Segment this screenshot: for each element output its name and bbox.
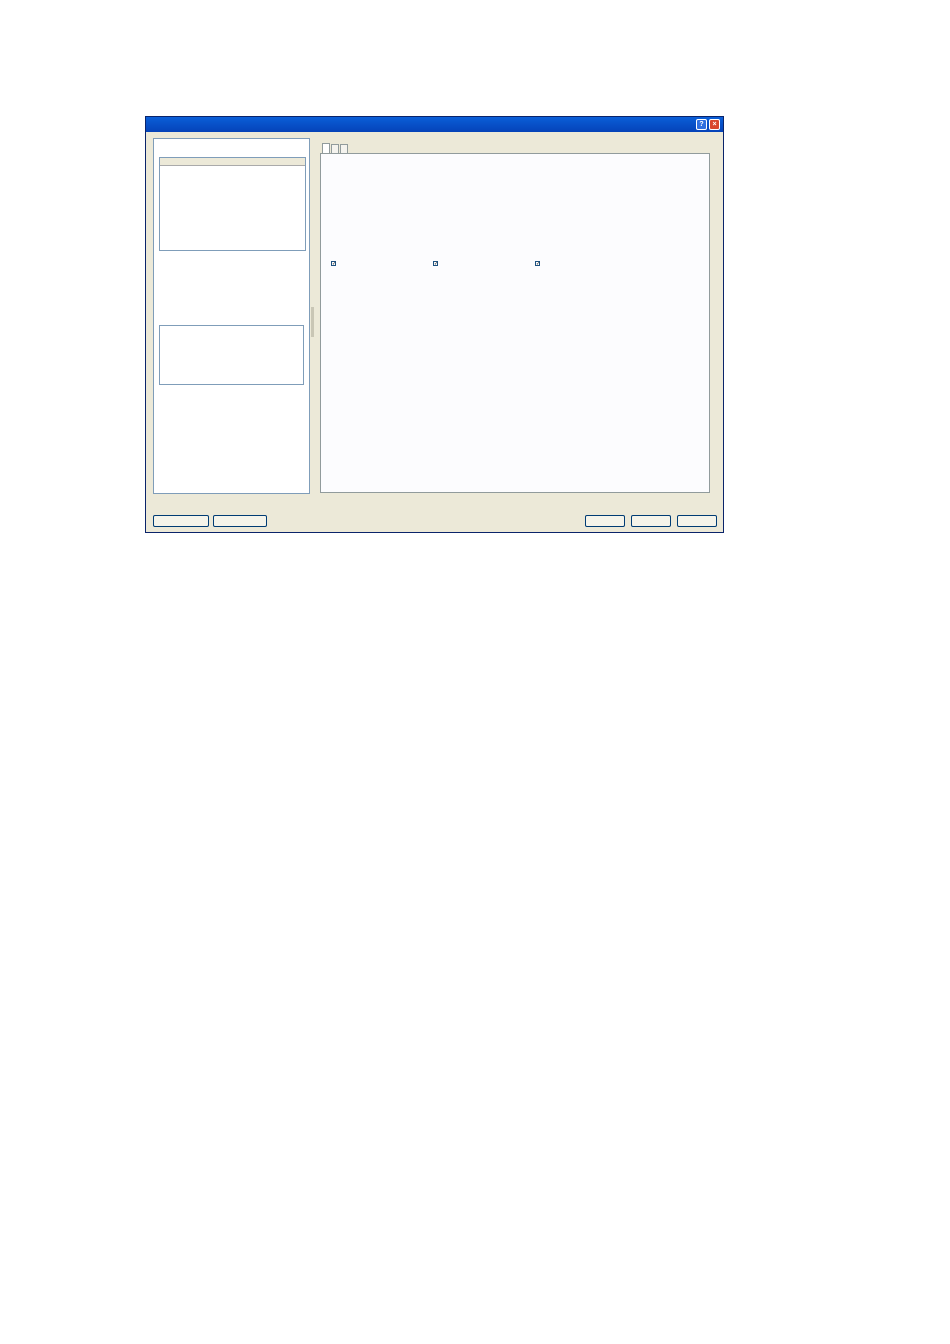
config-list-header [160,158,305,166]
help-icon[interactable]: ? [696,119,707,130]
option-layer-stack[interactable] [331,261,338,266]
config-list[interactable] [159,157,306,251]
close-icon[interactable]: × [709,119,720,130]
option-layer-stack-checkbox[interactable]: ✓ [332,261,337,267]
config-pane [153,138,310,494]
layers-pane [316,138,716,494]
option-planes-stack-checkbox[interactable]: ✓ [434,261,439,267]
apply-button[interactable] [677,515,717,527]
cancel-button[interactable] [631,515,671,527]
option-enabled-mech[interactable] [535,261,542,266]
tab-body [320,153,710,493]
splitter-handle[interactable] [311,307,314,337]
option-enabled-mech-checkbox[interactable]: ✓ [536,261,541,267]
col-name [160,158,254,165]
layer-pairs-button[interactable] [213,515,267,527]
view-configurations-dialog [145,116,724,533]
description-field[interactable] [159,325,304,385]
dialog-titlebar [146,117,723,132]
ok-button[interactable] [585,515,625,527]
option-planes-stack[interactable] [433,261,440,266]
color-profiles-button[interactable] [153,515,209,527]
